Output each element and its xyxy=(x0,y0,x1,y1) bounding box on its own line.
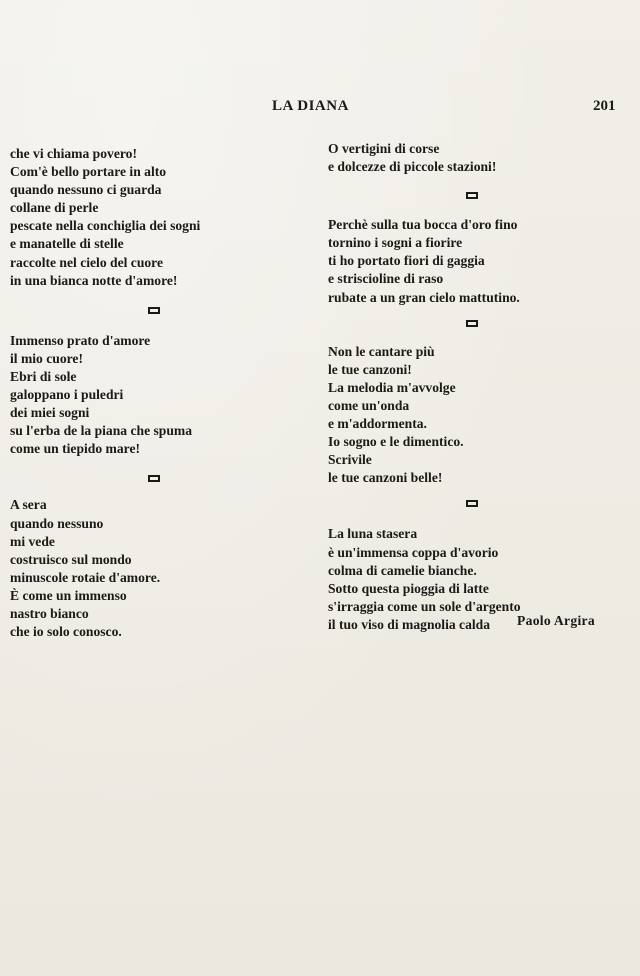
verse-line: quando nessuno xyxy=(10,515,104,531)
verse-line: è un'immensa coppa d'avorio xyxy=(328,544,499,560)
verse-line: che io solo conosco. xyxy=(10,624,122,640)
verse-line: La melodia m'avvolge xyxy=(328,379,456,395)
left-stanza-3 xyxy=(10,496,310,641)
page-number: 201 xyxy=(593,98,616,114)
verse-line: Perchè sulla tua bocca d'oro fino xyxy=(328,217,518,233)
verse-line: che vi chiama povero! xyxy=(10,146,137,161)
verse-line: tornino i sogni a fiorire xyxy=(328,235,463,251)
verse-line: in una bianca notte d'amore! xyxy=(10,272,178,288)
verse-line: Ebri di sole xyxy=(10,368,77,384)
verse-line: dei miei sogni xyxy=(10,405,90,421)
verse-line: s'irraggia come un sole d'argento xyxy=(328,598,521,614)
stanza-separator xyxy=(328,307,628,343)
verse-line: il mio cuore! xyxy=(10,350,83,366)
stanza-separator xyxy=(328,487,628,525)
verse-line: le tue canzoni! xyxy=(328,361,412,377)
verse-line: ti ho portato fiori di gaggia xyxy=(328,253,485,269)
verse-line: quando nessuno ci guarda xyxy=(10,182,162,198)
verse-line: Com'è bello portare in alto xyxy=(10,164,167,180)
verse-line: come un'onda xyxy=(328,397,410,413)
verse-line: rubate a un gran cielo mattutino. xyxy=(328,289,520,305)
verse-line: Non le cantare più xyxy=(328,343,435,359)
verse-line: su l'erba de la piana che spuma xyxy=(10,423,193,439)
verse-line: È come un immenso xyxy=(10,587,127,603)
verse-line: pescate nella conchiglia dei sogni xyxy=(10,218,201,234)
verse-line: costruisco sul mondo xyxy=(10,551,132,567)
left-stanza-2 xyxy=(10,332,310,459)
verse-line: Scrivile xyxy=(328,452,372,468)
stanza-separator-icon xyxy=(466,192,478,199)
stanza-separator-icon xyxy=(148,307,160,314)
verse-line: e m'addormenta. xyxy=(328,416,427,432)
stanza-separator-icon xyxy=(466,320,478,327)
verse-line: e striscioline di raso xyxy=(328,271,444,287)
left-stanza-1 xyxy=(10,145,310,290)
verse-line: Io sogno e le dimentico. xyxy=(328,434,464,450)
verse-line: La luna stasera xyxy=(328,526,418,542)
verse-line: raccolte nel cielo del cuore xyxy=(10,254,163,270)
right-stanza-2 xyxy=(328,216,628,306)
verse-line: colma di camelie bianche. xyxy=(328,562,477,578)
stanza-separator xyxy=(10,458,310,496)
right-stanza-1 xyxy=(328,140,628,176)
verse-line: il tuo viso di magnolia calda xyxy=(328,616,491,632)
verse-line: e manatelle di stelle xyxy=(10,236,124,252)
verse-line: nastro bianco xyxy=(10,605,89,621)
verse-line: mi vede xyxy=(10,533,55,549)
verse-line: minuscole rotaie d'amore. xyxy=(10,569,161,585)
verse-line: come un tiepido mare! xyxy=(10,441,141,457)
stanza-separator xyxy=(328,176,628,216)
stanza-separator-icon xyxy=(466,500,478,507)
verse-line: e dolcezze di piccole stazioni! xyxy=(328,159,497,175)
verse-line: collane di perle xyxy=(10,200,99,216)
poem-author: Paolo Argira xyxy=(517,613,595,628)
verse-line: Immenso prato d'amore xyxy=(10,332,151,348)
verse-line: galoppano i puledri xyxy=(10,387,124,403)
verse-line: O vertigini di corse xyxy=(328,141,440,156)
right-stanza-3 xyxy=(328,343,628,488)
stanza-separator-icon xyxy=(148,475,160,482)
verse-line: le tue canzoni belle! xyxy=(328,470,443,486)
verse-line: Sotto questa pioggia di latte xyxy=(328,580,489,596)
left-column xyxy=(10,145,310,641)
stanza-separator xyxy=(10,290,310,332)
running-title: LA DIANA xyxy=(272,98,349,114)
verse-line: A sera xyxy=(10,497,47,513)
right-column xyxy=(328,140,628,634)
